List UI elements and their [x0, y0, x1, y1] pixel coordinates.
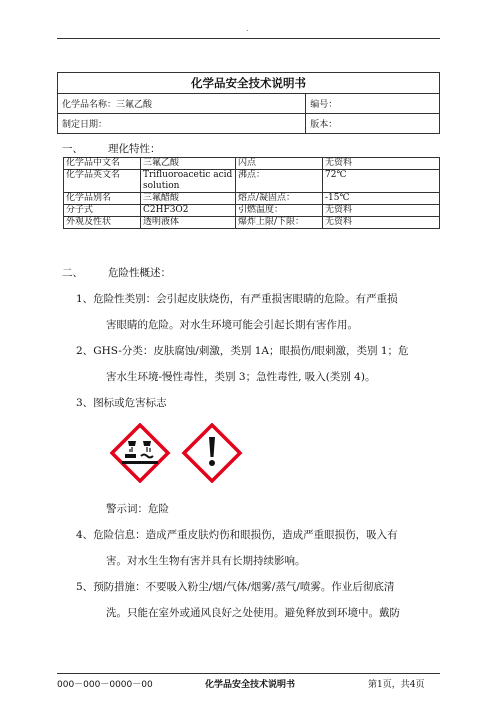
section-1-heading: 一、 理化特性： — [62, 143, 161, 155]
table-row: 化学品中文名 三氟乙酸 闪点 无资料 — [64, 158, 440, 170]
table-row: 外观及性状 透明液体 爆炸上限/下限： 无资料 — [64, 217, 440, 229]
corrosion-pictogram — [112, 425, 168, 481]
footer-code: 000－000－0000－00 — [57, 680, 153, 690]
header-mark: . — [246, 24, 249, 33]
footer-title: 化学品安全技术说明书 — [205, 680, 296, 690]
list-item: 1、危险性类别：会引起皮肤烧伤，有严重损害眼睛的危险。有严重损 害眼睛的危险。对水生环境可能会引起长期有害作用。 2、GHS-分类：皮肤腐蚀/刺激，类别 1A；眼损伤/眼刺激，类别 1；危 害水生环境-慢性毒性，类别 3；急性毒性, 吸入(类别 4)。 3、图标或危害标志 — [76, 293, 409, 409]
list-item: 4、危险信息：造成严重皮肤灼伤和眼损伤，造成严重眼损伤，吸入有 害。对水生生物有害并具有长期持续影响。 5、预防措施：不要吸入粉尘/烟/气体/烟雾/蒸气/喷雾。作业后彻底清 洗。只能在室外或通风良好之处使用。避免释放到环境中。戴防 — [76, 529, 400, 619]
hazard-pictograms — [110, 423, 260, 483]
table-row: 化学品英文名 Trifluoroacetic acid solution 沸点： 72℃ — [64, 170, 440, 193]
table-row: 分子式 C2HF3O2 引燃温度： 无资料 — [64, 205, 440, 217]
info-table — [57, 72, 440, 134]
table-row: 化学品别名 三氟醋酸 熔点/凝固点： -15℃ — [64, 193, 440, 205]
version-cell: 版本： — [306, 114, 440, 134]
code-cell: 编号： — [306, 94, 440, 114]
exclamation-pictogram — [184, 425, 240, 481]
date-cell: 制定日期： — [58, 114, 306, 134]
footer-rule — [57, 673, 440, 674]
signal-word: 警示词：危险 — [106, 503, 169, 515]
sheet-title: 化学品安全技术说明书 — [58, 73, 440, 94]
properties-table — [63, 157, 440, 229]
header-rule — [57, 38, 440, 39]
section-2-heading: 二、 危险性概述： — [62, 267, 171, 279]
chemical-name-cell: 化学品名称：三氟乙酸 — [58, 94, 306, 114]
footer-page-number: 第1页，共4页 — [368, 680, 425, 690]
